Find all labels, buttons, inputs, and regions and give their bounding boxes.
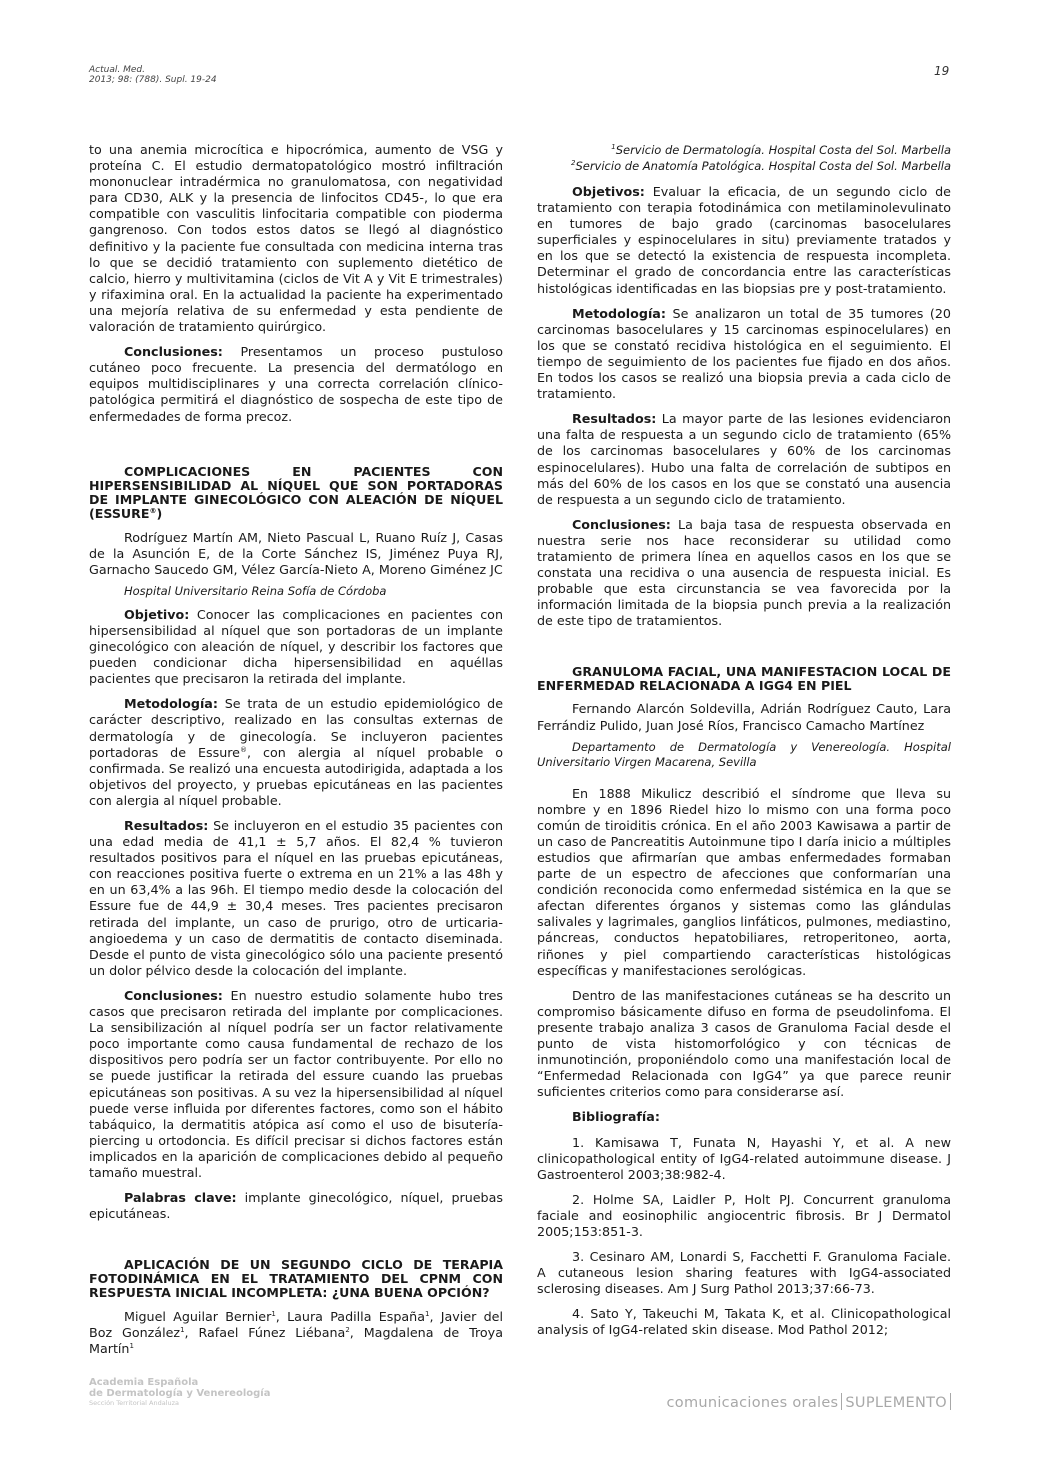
methodology-section: Metodología: Se analizaron un total de 35 tumores (20 carcinomas basocelulares y 15 carcinomas espinocelulares) en los que se constató recidiva histológica en el seguimiento. El tiempo de seguimiento de los pacientes fue fijado en dos años. En todos los casos se realizó una biopsia previa a cada ciclo de tratamiento.: [537, 305, 951, 402]
footer-organization: Academia Española de Dermatología y Venereología Sección Territorial Andaluza: [89, 1377, 271, 1407]
journal-volume: 2013; 98: (788). Supl. 19-24: [89, 75, 217, 85]
section-label: Palabras clave:: [124, 1190, 237, 1206]
conclusions-section: Conclusiones: La baja tasa de respuesta observada en nuestra serie nos hace reconsiderar su utilidad como tratamiento de primera línea en aquellos casos en los que se constata una recidiva o una ausencia de respuesta inicial. Es probable que esta circunstancia se vea favorecida por la información limitada de la biopsia punch previa a la realización de este tipo de tratamientos.: [537, 516, 951, 629]
article-authors: Rodríguez Martín AM, Nieto Pascual L, Ruano Ruíz J, Casas de la Asunción E, de la Corte Sánchez IS, Jiménez Puya RJ, Garnacho Saucedo GM, Vélez García-Nieto A, Moreno Giménez JC: [89, 529, 503, 577]
reference-item: 1. Kamisawa T, Funata N, Hayashi Y, et al. A new clinicopathological entity of IgG4-related autoimmune disease. J Gastroenterol 2003;38:982-4.: [537, 1134, 951, 1182]
keywords-section: Palabras clave: implante ginecológico, níquel, pruebas epicutáneas.: [89, 1190, 504, 1222]
article-institution: Departamento de Dermatología y Venereología. Hospital Universitario Virgen Macarena, Sevilla: [537, 739, 951, 769]
methodology-section: Metodología: Se trata de un estudio epidemiológico de carácter descriptivo, realizado en las consultas externas de dermatología y de ginecología. Se incluyeron pacientes portadoras de Essure®, con alergia al níquel probable o confirmada. Se realizó una encuesta autodirigida, adaptada a los objetivos del proyecto, y pruebas epicutáneas en las pacientes con alergia al níquel probable.: [89, 696, 504, 808]
section-label: Metodología:: [124, 696, 218, 712]
continued-paragraph: to una anemia microcítica e hipocrómica, aumento de VSG y proteína C. El estudio dermatopatológico mostró infiltración mononuclear intradérmica no granulomatosa, con negatividad para CD30, ALK y la presencia de linfocitos CD45-, lo que era compatible con vasculitis linfocitaria compatible con pioderma gangrenoso. Con todos estos datos se llegó al diagnóstico definitivo y la paciente fue consultada con medicina interna tras lo que se decidió tratamiento con suplemento dietético de calcio, hierro y multivitamina (ciclos de Vit A y Vit E trimestrales) y rifaximina oral. En la actualidad la paciente ha experimentado una mejoría relativa de su enfermedad y esta pendiente de valoración de tratamiento quirúrgico.: [89, 142, 503, 335]
article-authors: Fernando Alarcón Soldevilla, Adrián Rodríguez Cauto, Lara Ferrándiz Pulido, Juan José Ríos, Francisco Camacho Martínez: [537, 701, 951, 733]
section-label: Conclusiones:: [124, 987, 223, 1003]
section-label: Resultados:: [572, 411, 657, 427]
right-column: [537, 142, 951, 1339]
reference-item: 2. Holme SA, Laidler P, Holt PJ. Concurrent granuloma faciale and eosinophilic angiocentric fibrosis. Br J Dermatol 2005;153:851-3.: [537, 1191, 951, 1239]
divider: [950, 1393, 951, 1410]
article-title: APLICACIÓN DE UN SEGUNDO CICLO DE TERAPIA FOTODINÁMICA EN EL TRATAMIENTO DEL CPNM CON RESPUESTA INICIAL INCOMPLETA: ¿UNA BUENA OPCIÓN?: [89, 1257, 503, 1301]
body-paragraph: Dentro de las manifestaciones cutáneas se ha descrito un compromiso básicamente difuso en forma de pseudolinfoma. El presente trabajo analiza 3 casos de Granuloma Facial desde el punto de vista histomorfológico y con técnicas de inmunotinción, proponiéndolo como una manifestación local de “Enfermedad Relacionada con IgG4” ya que parece reunir suficientes criterios como para considerarse así.: [537, 987, 951, 1100]
journal-citation: [89, 65, 217, 85]
objectives-section: Objetivos: Evaluar la eficacia, de un segundo ciclo de tratamiento con terapia fotodinámica con metilaminolevulinato en tumores de bajo grado (carcinomas basocelulares superficiales y espinocelulares in situ) previamente tratados y en los que se detectó la existencia de respuesta incompleta. Determinar el grado de concordancia entre las características histológicas identificadas en las biopsias pre y post-tratamiento.: [537, 184, 951, 296]
article-authors: Miguel Aguilar Bernier$^1$, Laura Padilla España$^1$, Javier del Boz González$^1$, Rafael Fúnez Liébana$^2$, Magdalena de Troya Martín$^1$: [89, 1309, 503, 1357]
conclusions-section: Conclusiones: En nuestro estudio solamente hubo tres casos que precisaron retirada del implante por complicaciones. La sensibilización al níquel podría ser un factor relativamente poco importante como causa fundamental de rechazo de los dispositivos pero podría ser un factor contribuyente. Por ello no se puede justificar la retirada del essure cuando las pruebas epicutáneas son positivas. A su vez la hipersensibilidad al níquel puede verse influida por diferentes factores, como son el hábito tabáquico, la dermatitis atópica así como el uso de bisutería-piercing u ortodoncia. Es difícil precisar si dichos factores están implicados en la aparición de complicaciones debido al pequeño tamaño muestral.: [89, 987, 503, 1180]
section-label: Metodología:: [572, 305, 666, 321]
results-section: Resultados: Se incluyeron en el estudio 35 pacientes con una edad media de 41,1 ± 5,7 años. El 82,4 % tuvieron resultados positivos para el níquel en las pruebas epicutáneas, con reacciones positiva fuerte o extrema en un 21% a las 48h y en un 63,4% a las 96h. El tiempo medio desde la colocación del Essure fue de 44,9 ± 30,4 meses. Tres pacientes precisaron retirada del implante, un caso de prurigo, otro de urticaria-angioedema y un caso de dermatitis de contacto diseminada. Desde el punto de vista ginecológico sólo una paciente presentó un dolor pélvico desde la colocación del implante.: [89, 818, 503, 978]
body-paragraph: En 1888 Mikulicz describió el síndrome que lleva su nombre y en 1896 Riedel hizo lo mismo con una forma poco común de tiroiditis crónica. En el año 2003 Kawisawa a partir de un caso de Pancreatitis Autoinmune tipo I daría inicio a múltiples estudios que afirmarían que ambas enfermedades formaban parte de un espectro de afecciones que conformarían una condición reconocida como enfermedad sistémica en la que se afectan diferentes órganos y sistemas como las glándulas salivales y lagrimales, ganglios linfáticos, pulmones, mediastino, páncreas, conductos hepatobiliares, retroperitoneo, aorta, riñones y piel compartiendo características histológicas específicas y manifestaciones serológicas.: [537, 785, 951, 978]
divider: [841, 1393, 842, 1410]
page-number: 19: [934, 64, 950, 78]
journal-name: Actual. Med.: [89, 65, 145, 75]
left-column: [89, 142, 503, 1358]
section-label: Objetivos:: [572, 184, 645, 199]
reference-item: 3. Cesinaro AM, Lonardi S, Facchetti F. Granuloma Faciale. A cutaneous lesion sharing features with IgG4-associated sclerosing diseases. Am J Surg Pathol 2013;37:66-73.: [537, 1249, 951, 1297]
section-label: Objetivo:: [124, 606, 190, 622]
bibliography-heading: Bibliografía:: [572, 1109, 660, 1125]
section-label: Resultados:: [124, 818, 209, 833]
footer-section-label: comunicaciones orales SUPLEMENTO: [667, 1393, 955, 1411]
reference-item: 4. Sato Y, Takeuchi M, Takata K, et al. Clinicopathological analysis of IgG4-related skin disease. Mod Pathol 2012;: [537, 1306, 951, 1338]
article-title: COMPLICACIONES EN PACIENTES CON HIPERSENSIBILIDAD AL NÍQUEL QUE SON PORTADORAS DE IMPLANTE GINECOLÓGICO CON ALEACIÓN DE NÍQUEL (ESSURE®): [89, 463, 503, 521]
section-label: Conclusiones:: [572, 516, 671, 532]
affiliation: $^2$Servicio de Anatomía Patológica. Hospital Costa del Sol. Marbella: [570, 159, 951, 173]
article-institution: Hospital Universitario Reina Sofía de Córdoba: [124, 583, 387, 598]
results-section: Resultados: La mayor parte de las lesiones evidenciaron una falta de respuesta a un segundo ciclo de tratamiento (65% de los carcinomas basocelulares y 60% de los carcinomas espinocelulares). Hubo una falta de correlación de subtipos en más del 60% de los casos en los que se constató una ausencia de respuesta a un segundo ciclo de tratamiento.: [537, 411, 951, 507]
objective-section: Objetivo: Conocer las complicaciones en pacientes con hipersensibilidad al níquel que son portadoras de un implante ginecológico con aleación de níquel, y describir los factores que pueden condicionar dicha hipersensibilidad en aquéllas pacientes que precisaron la retirada del implante.: [89, 606, 503, 687]
article-title: GRANULOMA FACIAL, UNA MANIFESTACION LOCAL DE ENFERMEDAD RELACIONADA A IGG4 EN PIEL: [537, 664, 951, 694]
affiliation: $^1$Servicio de Dermatología. Hospital Costa del Sol. Marbella: [611, 143, 951, 157]
section-label: Conclusiones:: [124, 344, 223, 360]
previous-conclusions: Conclusiones: Presentamos un proceso pustuloso cutáneo poco frecuente. La presencia del dermatólogo en equipos multidisciplinares y una correcta correlación clínico-patológica permitirá el diagnóstico de sospecha de este tipo de enfermedades de forma precoz.: [89, 344, 503, 424]
